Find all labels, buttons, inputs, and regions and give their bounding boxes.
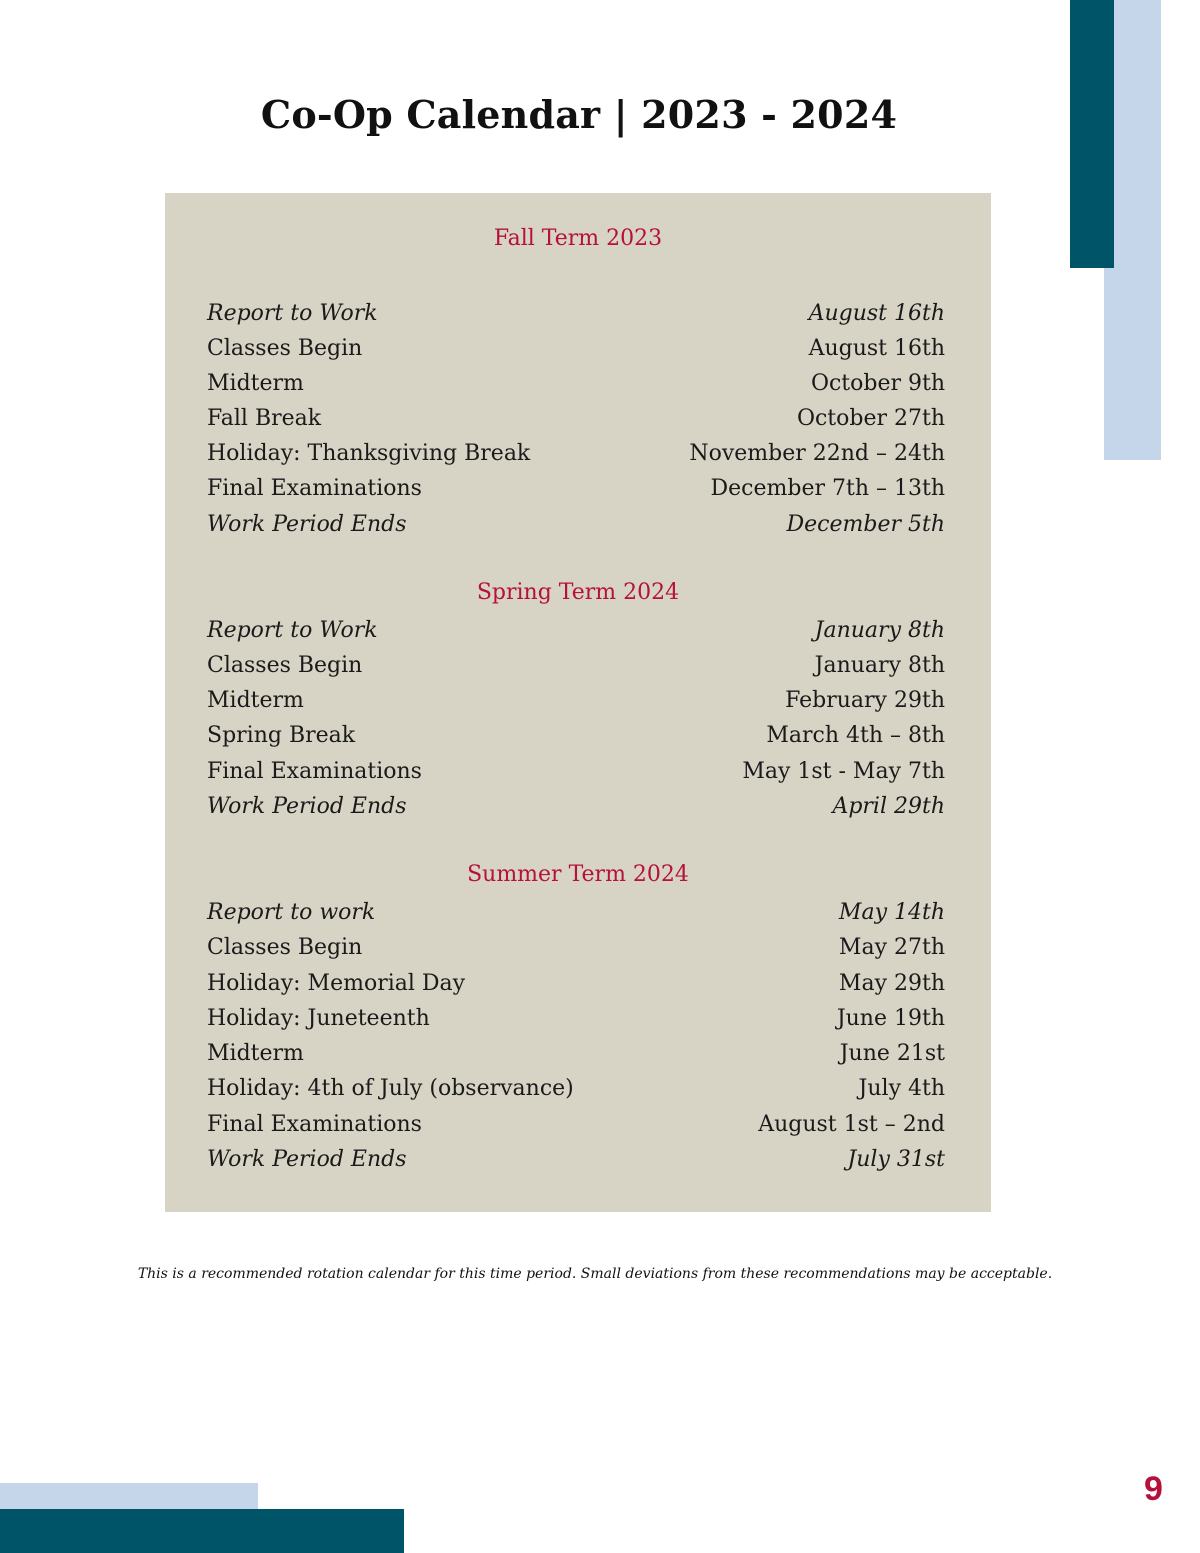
term-row — [207, 789, 945, 824]
row-label: Spring Break — [207, 723, 356, 748]
term-row — [207, 331, 945, 366]
term-row — [207, 366, 945, 401]
row-label: Report to Work — [207, 618, 378, 643]
term-row — [207, 895, 945, 930]
row-date: April 29th — [832, 794, 945, 819]
row-date: October 9th — [810, 371, 945, 396]
row-label: Midterm — [207, 1041, 304, 1066]
term-row — [207, 613, 945, 648]
row-date: November 22nd – 24th — [689, 441, 945, 466]
row-label: Classes Begin — [207, 935, 363, 960]
term-row — [207, 1001, 945, 1036]
row-date: May 1st - May 7th — [742, 759, 945, 784]
row-date: January 8th — [814, 618, 945, 643]
row-label: Report to Work — [207, 301, 378, 326]
row-label: Holiday: Memorial Day — [207, 971, 466, 996]
term-row — [207, 436, 945, 471]
calendar-box — [165, 193, 991, 1212]
term-row — [207, 296, 945, 331]
term-heading-summer: Summer Term 2024 — [467, 862, 689, 887]
row-label: Classes Begin — [207, 653, 363, 678]
page-number: 9 — [1144, 1470, 1163, 1508]
row-label: Work Period Ends — [207, 794, 407, 819]
decorative-bar-dark-bottom — [0, 1509, 404, 1553]
row-date: August 16th — [808, 301, 945, 326]
term-row — [207, 683, 945, 718]
term-row — [207, 507, 945, 542]
term-row — [207, 930, 945, 965]
row-label: Holiday: 4th of July (observance) — [207, 1076, 574, 1101]
row-date: June 19th — [836, 1006, 945, 1031]
row-label: Work Period Ends — [207, 512, 407, 537]
term-row — [207, 471, 945, 506]
row-date: May 29th — [838, 971, 945, 996]
row-label: Final Examinations — [207, 759, 422, 784]
row-date: August 16th — [808, 336, 945, 361]
row-label: Midterm — [207, 371, 304, 396]
row-label: Fall Break — [207, 406, 322, 431]
footnote: This is a recommended rotation calendar for this time period. Small deviations from these recommendations may be acceptable. — [137, 1266, 1053, 1282]
term-row — [207, 1036, 945, 1071]
row-label: Report to work — [207, 900, 376, 925]
term-heading-spring: Spring Term 2024 — [476, 580, 680, 605]
row-date: February 29th — [785, 688, 945, 713]
row-label: Work Period Ends — [207, 1147, 407, 1172]
term-row — [207, 1107, 945, 1142]
row-date: May 27th — [838, 935, 945, 960]
row-label: Holiday: Juneteenth — [207, 1006, 430, 1031]
term-row — [207, 648, 945, 683]
row-label: Classes Begin — [207, 336, 363, 361]
term-row — [207, 1142, 945, 1177]
row-label: Final Examinations — [207, 476, 422, 501]
row-date: May 14th — [838, 900, 945, 925]
row-date: October 27th — [796, 406, 945, 431]
row-date: January 8th — [814, 653, 945, 678]
row-date: June 21st — [839, 1041, 945, 1066]
row-date: December 5th — [786, 512, 945, 537]
term-row — [207, 754, 945, 789]
row-label: Midterm — [207, 688, 304, 713]
row-date: March 4th – 8th — [766, 723, 945, 748]
row-date: December 7th – 13th — [710, 476, 945, 501]
term-heading-fall: Fall Term 2023 — [493, 226, 663, 251]
row-label: Final Examinations — [207, 1112, 422, 1137]
row-label: Holiday: Thanksgiving Break — [207, 441, 531, 466]
row-date: August 1st – 2nd — [758, 1112, 945, 1137]
term-row — [207, 718, 945, 753]
row-date: July 4th — [858, 1076, 945, 1101]
term-row — [207, 966, 945, 1001]
page-title: Co-Op Calendar | 2023 - 2024 — [260, 92, 898, 137]
term-row — [207, 401, 945, 436]
row-date: July 31st — [847, 1147, 945, 1172]
term-row — [207, 1071, 945, 1106]
